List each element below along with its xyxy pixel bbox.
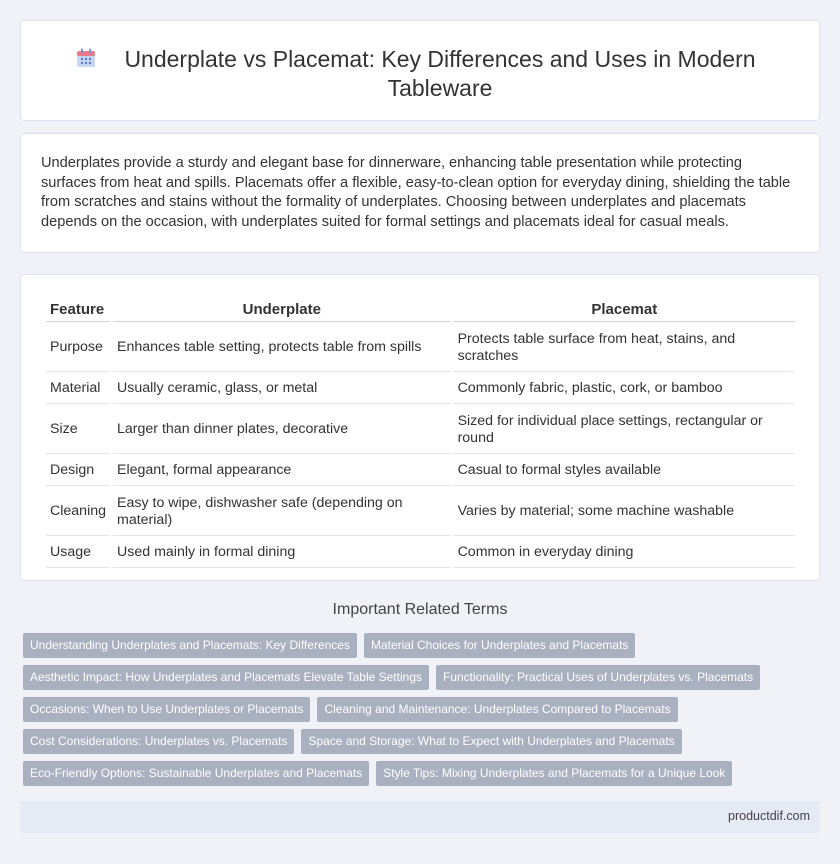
related-term-tag[interactable]: Understanding Underplates and Placemats: Key Differences [23,633,357,658]
cell-underplate: Easy to wipe, dishwasher safe (depending on material) [113,488,451,536]
related-terms-list [23,633,823,793]
cell-feature: Cleaning [46,488,110,536]
cell-placemat: Varies by material; some machine washable [454,488,795,536]
cell-feature: Usage [46,538,110,568]
cell-underplate: Used mainly in formal dining [113,538,451,568]
cell-feature: Material [46,374,110,404]
cell-underplate: Elegant, formal appearance [113,456,451,486]
related-term-tag[interactable]: Cleaning and Maintenance: Underplates Compared to Placemats [317,697,677,722]
footer [20,801,820,833]
comparison-card [20,274,820,581]
related-term-tag[interactable]: Functionality: Practical Uses of Underplates vs. Placemats [436,665,760,690]
table-row [46,538,795,568]
intro-card [20,133,820,253]
header-feature: Feature [46,299,110,322]
related-term-tag[interactable]: Occasions: When to Use Underplates or Placemats [23,697,310,722]
table-row [46,374,795,404]
cell-underplate: Enhances table setting, protects table from spills [113,324,451,372]
header-placemat: Placemat [454,299,795,322]
cell-placemat: Commonly fabric, plastic, cork, or bamboo [454,374,795,404]
cell-placemat: Casual to formal styles available [454,456,795,486]
footer-site-name: productdif.com [728,809,810,823]
cell-underplate: Usually ceramic, glass, or metal [113,374,451,404]
cell-feature: Design [46,456,110,486]
page-title: Underplate vs Placemat: Key Differences and Uses in Modern Tableware [124,46,756,101]
header-card [20,20,820,121]
cell-underplate: Larger than dinner plates, decorative [113,406,451,454]
table-row [46,324,795,372]
related-terms-title: Important Related Terms [332,601,508,618]
table-row [46,488,795,536]
related-term-tag[interactable]: Style Tips: Mixing Underplates and Placemats for a Unique Look [376,761,732,786]
related-term-tag[interactable]: Cost Considerations: Underplates vs. Placemats [23,729,294,754]
related-term-tag[interactable]: Space and Storage: What to Expect with Underplates and Placemats [301,729,681,754]
intro-paragraph: Underplates provide a sturdy and elegant base for dinnerware, enhancing table presentation while protecting surfaces from heat and spills. Placemats offer a flexible, easy-to-clean option for everyday dining, shielding the table from scratches and stains without the formality of underplates. Choosing between underplates and placemats depends on the occasion, with underplates suited for formal settings and placemats ideal for casual meals. [41,155,791,230]
table-row [46,456,795,486]
table-row [46,406,795,454]
related-term-tag[interactable]: Eco-Friendly Options: Sustainable Underplates and Placemats [23,761,369,786]
related-term-tag[interactable]: Material Choices for Underplates and Placemats [364,633,635,658]
header-underplate: Underplate [113,299,451,322]
cell-feature: Size [46,406,110,454]
cell-placemat: Common in everyday dining [454,538,795,568]
cell-placemat: Sized for individual place settings, rectangular or round [454,406,795,454]
comparison-table [43,297,798,570]
cell-placemat: Protects table surface from heat, stains, and scratches [454,324,795,372]
cell-feature: Purpose [46,324,110,372]
related-term-tag[interactable]: Aesthetic Impact: How Underplates and Placemats Elevate Table Settings [23,665,429,690]
table-header-row [46,299,795,322]
